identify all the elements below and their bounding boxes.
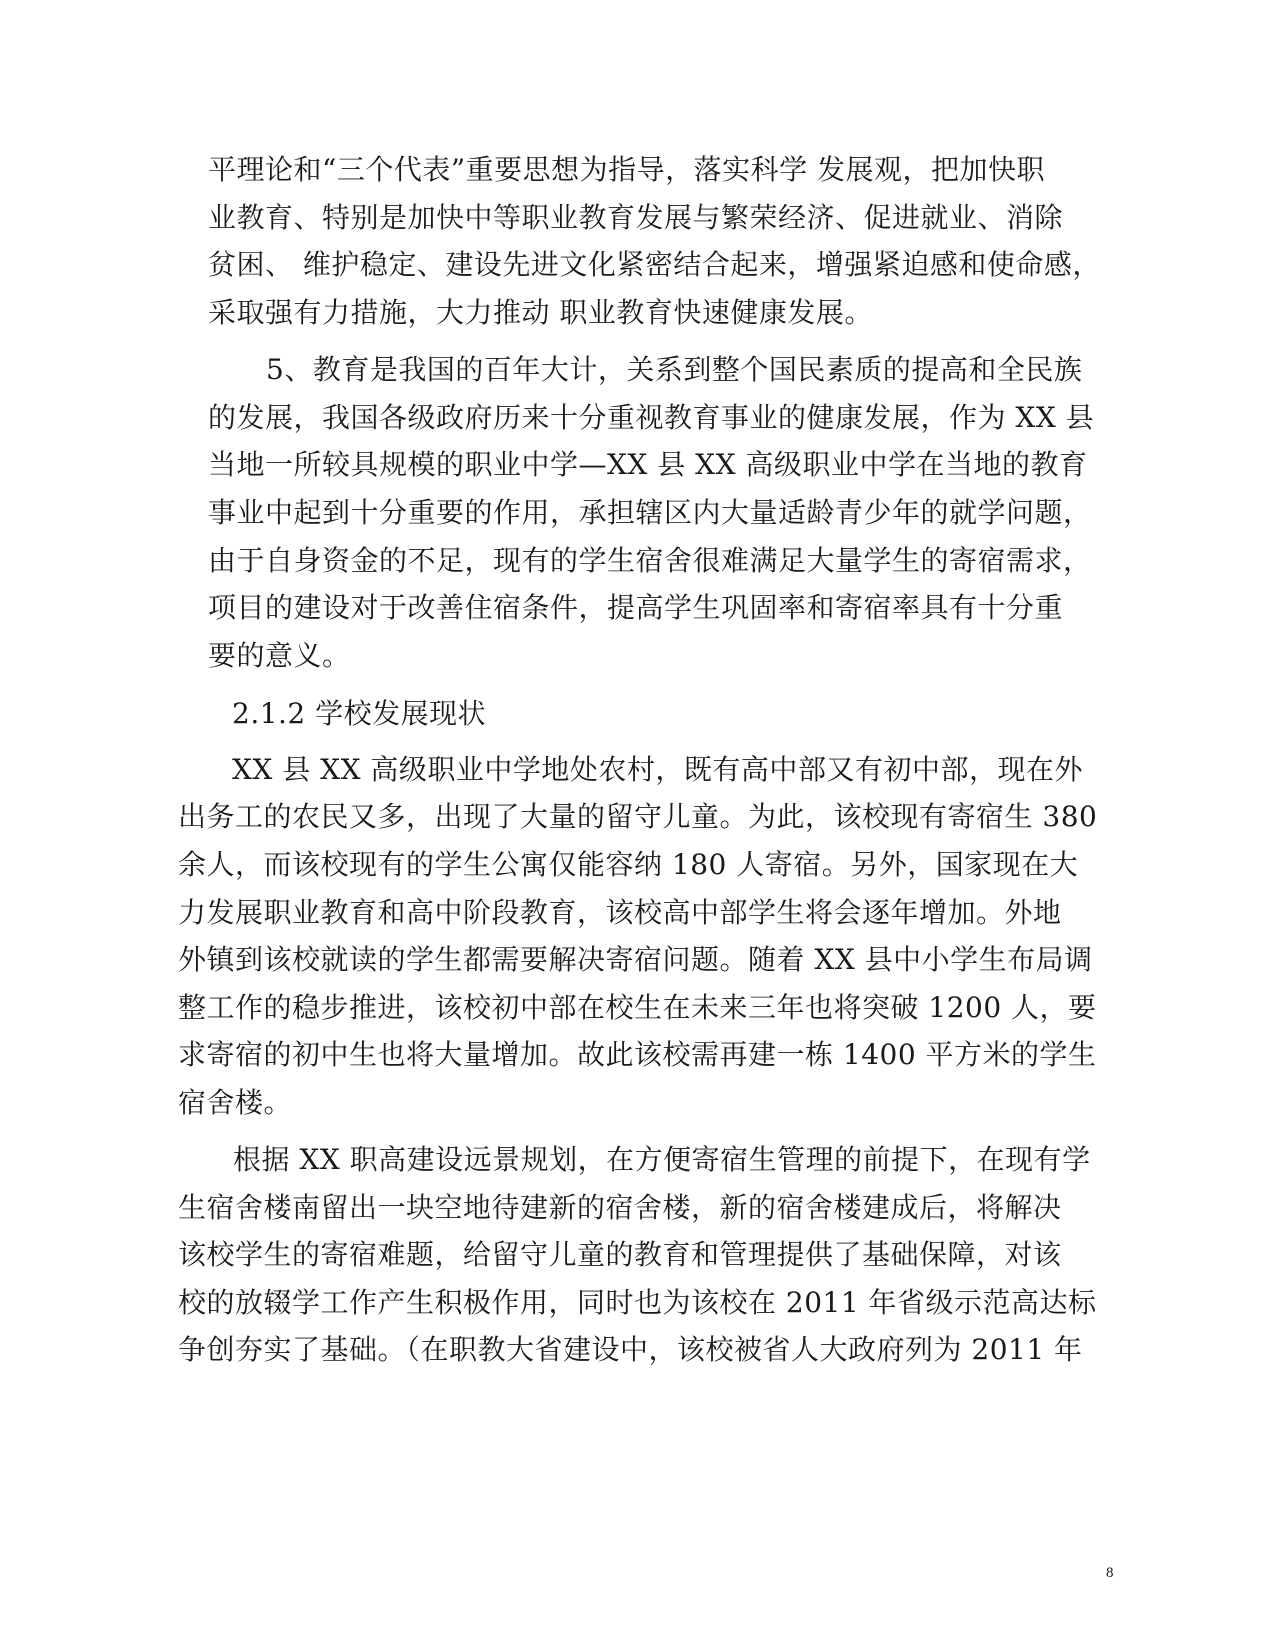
paragraph-start-line: 根据 XX 职高建设远景规划，在方便寄宿生管理的前提下，在现有学 <box>233 1143 1091 1176</box>
text-line: 校的放辍学工作产生积极作用，同时也为该校在 2011 年省级示范高达标 <box>178 1286 1097 1319</box>
text-line: 整工作的稳步推进，该校初中部在校生在未来三年也将突破 1200 人，要 <box>178 991 1097 1024</box>
text-line: 该校学生的寄宿难题，给留守儿童的教育和管理提供了基础保障，对该 <box>178 1238 1062 1271</box>
text-line: 求寄宿的初中生也将大量增加。故此该校需再建一栋 1400 平方米的学生 <box>178 1038 1097 1071</box>
text-line: 贫困、 维护稳定、建设先进文化紧密结合起来，增强紧迫感和使命感， <box>208 248 1101 281</box>
page-number: 8 <box>1106 1565 1114 1581</box>
text-line: 外镇到该校就读的学生都需要解决寄宿问题。随着 XX 县中小学生布局调 <box>178 943 1093 976</box>
text-line: 项目的建设对于改善住宿条件，提高学生巩固率和寄宿率具有十分重 <box>208 591 1064 624</box>
paragraph-start-line: 5、教育是我国的百年大计，关系到整个国民素质的提高和全民族 <box>266 353 1083 386</box>
text-line: 采取强有力措施，大力推动 职业教育快速健康发展。 <box>208 296 873 329</box>
text-line: 平理论和“三个代表”重要思想为指导，落实科学 发展观，把加快职 <box>208 153 1046 186</box>
text-line: 的发展，我国各级政府历来十分重视教育事业的健康发展，作为 XX 县 <box>208 401 1095 434</box>
paragraph-start-line: XX 县 XX 高级职业中学地处农村，既有高中部又有初中部，现在外 <box>232 753 1083 786</box>
text-line: 生宿舍楼南留出一块空地待建新的宿舍楼，新的宿舍楼建成后，将解决 <box>178 1191 1062 1224</box>
section-heading: 2.1.2 学校发展现状 <box>232 697 487 730</box>
text-line: 争创夯实了基础。（在职教大省建设中，该校被省人大政府列为 2011 年 <box>178 1333 1083 1366</box>
text-line: 出务工的农民又多，出现了大量的留守儿童。为此，该校现有寄宿生 380 <box>178 800 1098 833</box>
text-line: 力发展职业教育和高中阶段教育，该校高中部学生将会逐年增加。外地 <box>178 896 1062 929</box>
text-line: 由于自身资金的不足，现有的学生宿舍很难满足大量学生的寄宿需求， <box>208 544 1092 577</box>
text-line: 余人，而该校现有的学生公寓仅能容纳 180 人寄宿。另外，国家现在大 <box>178 848 1079 881</box>
text-line: 业教育、特别是加快中等职业教育发展与繁荣经济、促进就业、消除 <box>208 201 1064 234</box>
text-line: 当地一所较具规模的职业中学—XX 县 XX 高级职业中学在当地的教育 <box>208 448 1088 481</box>
text-line: 要的意义。 <box>208 639 351 672</box>
text-line: 事业中起到十分重要的作用，承担辖区内大量适龄青少年的就学问题， <box>208 496 1092 529</box>
text-line: 宿舍楼。 <box>178 1086 293 1119</box>
